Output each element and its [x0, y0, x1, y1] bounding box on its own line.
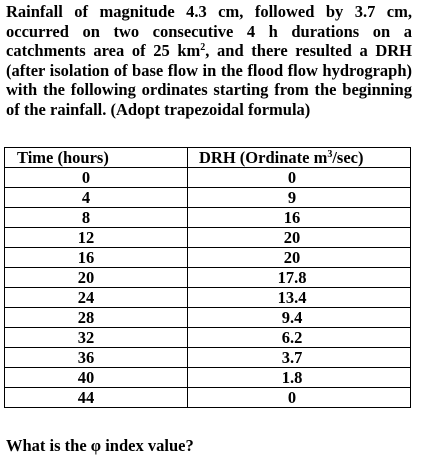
table-body — [5, 168, 411, 408]
table-row — [5, 188, 411, 208]
drh-cell: 0 — [188, 388, 411, 408]
time-cell: 16 — [5, 248, 188, 268]
time-cell: 24 — [5, 288, 188, 308]
table-row — [5, 168, 411, 188]
problem-text-part1: Rainfall of magnitude 4.3 cm, followed by 3.7 cm, occurred on two consecutive 4 h durations on a catchments area of 25 km — [6, 2, 412, 61]
drh-cell: 9 — [188, 188, 411, 208]
time-cell: 40 — [5, 368, 188, 388]
table-row — [5, 348, 411, 368]
drh-data-table — [4, 147, 411, 408]
time-cell: 44 — [5, 388, 188, 408]
drh-cell: 0 — [188, 168, 411, 188]
problem-text-part2: , and there resulted a DRH (after isolation of base flow in the flood flow hydrograph) with the following ordinates starting from the beginning of the rainfall. (Adopt trapezoidal formula) — [6, 41, 412, 119]
time-cell: 4 — [5, 188, 188, 208]
time-cell: 8 — [5, 208, 188, 228]
time-cell: 32 — [5, 328, 188, 348]
drh-cell: 13.4 — [188, 288, 411, 308]
header-time: Time (hours) — [5, 148, 188, 168]
header-drh — [188, 148, 411, 168]
table-row — [5, 268, 411, 288]
drh-cell: 6.2 — [188, 328, 411, 348]
drh-cell: 16 — [188, 208, 411, 228]
question-text: What is the φ index value? — [6, 436, 194, 455]
header-drh-label: DRH (Ordinate m — [199, 147, 328, 167]
drh-cell: 20 — [188, 228, 411, 248]
table-row — [5, 228, 411, 248]
header-drh-superscript: 3 — [327, 148, 333, 160]
table-row — [5, 208, 411, 228]
problem-text-superscript: 2 — [200, 42, 206, 54]
table-row — [5, 388, 411, 408]
table-row — [5, 368, 411, 388]
drh-cell: 9.4 — [188, 308, 411, 328]
problem-statement — [6, 2, 412, 120]
time-cell: 36 — [5, 348, 188, 368]
drh-cell: 3.7 — [188, 348, 411, 368]
drh-cell: 1.8 — [188, 368, 411, 388]
time-cell: 0 — [5, 168, 188, 188]
time-cell: 12 — [5, 228, 188, 248]
table-row — [5, 308, 411, 328]
time-cell: 28 — [5, 308, 188, 328]
time-cell: 20 — [5, 268, 188, 288]
drh-cell: 20 — [188, 248, 411, 268]
table-row — [5, 288, 411, 308]
drh-cell: 17.8 — [188, 268, 411, 288]
table-row — [5, 248, 411, 268]
table-row — [5, 328, 411, 348]
header-drh-unit: /sec) — [332, 147, 364, 167]
table-header-row — [5, 148, 411, 168]
